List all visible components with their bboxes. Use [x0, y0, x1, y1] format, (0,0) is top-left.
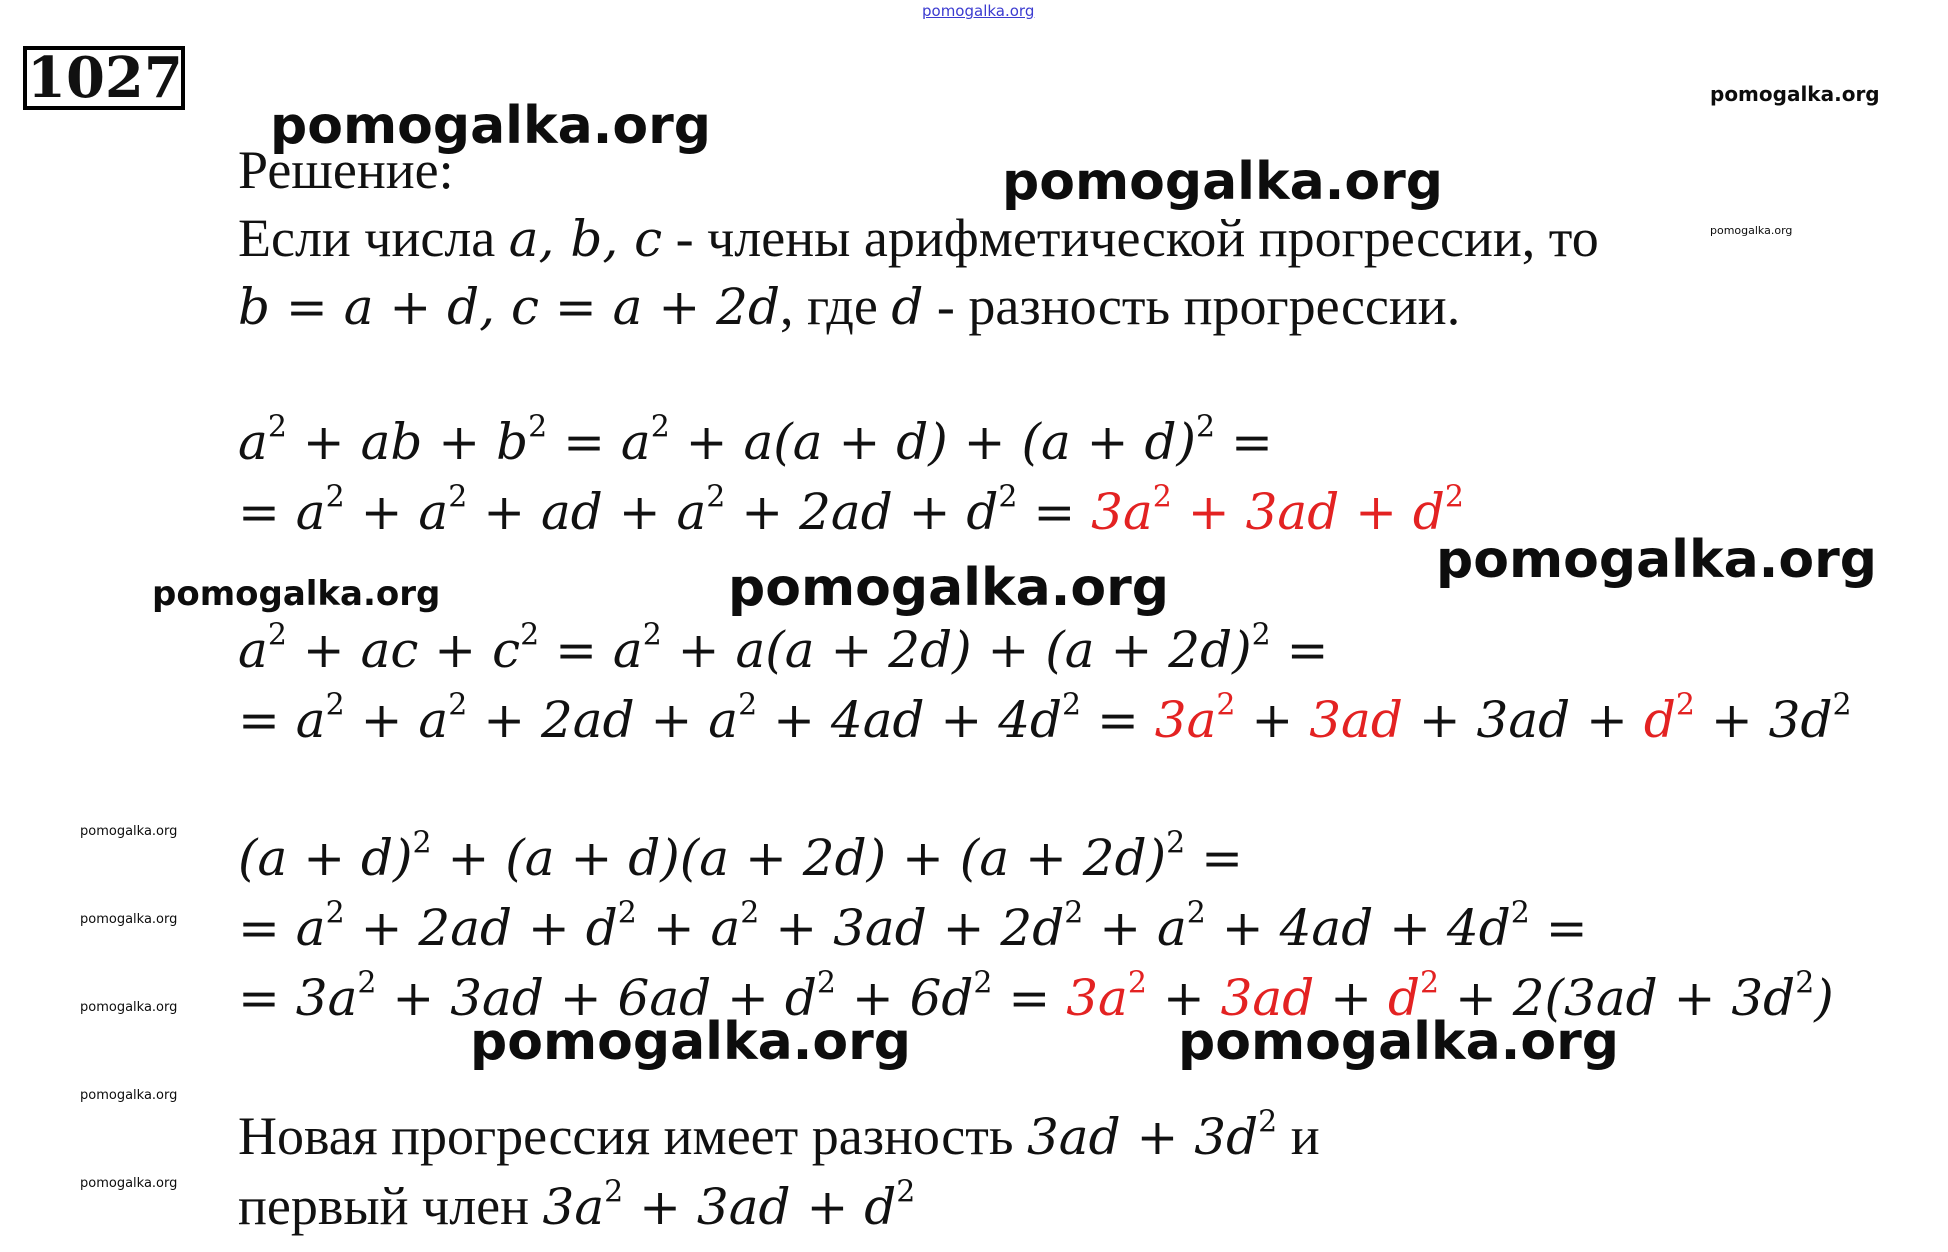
watermark: pomogalka.org: [1710, 224, 1793, 237]
intro-equations: b = a + d, c = a + 2d: [238, 278, 780, 336]
watermark: pomogalka.org: [152, 574, 441, 614]
watermark-top[interactable]: pomogalka.org: [922, 2, 1035, 20]
equation-1-line-1: $a^2$ + ab + $b^2 = a^2 + a(a + d) + (a + d)^2$ =: [238, 409, 1273, 471]
conclusion-line-1: [238, 1104, 1320, 1169]
result-2-ad-highlight: 3ad: [1309, 691, 1403, 749]
intro-text-difference: - разность прогрессии.: [923, 276, 1461, 336]
watermark: pomogalka.org: [80, 824, 178, 839]
watermark: pomogalka.org: [470, 1012, 912, 1072]
conclusion-line-2: [238, 1174, 915, 1239]
problem-number: 1027: [23, 46, 185, 110]
result-1-highlight: $3a^2 + 3ad + d^2$: [1091, 479, 1464, 541]
equation-3-line-1: $(a + d)^2 + (a + d)(a + 2d) + (a + 2d)^2$ =: [238, 825, 1244, 887]
watermark: pomogalka.org: [1178, 1012, 1620, 1072]
intro-line-1: [238, 206, 1599, 271]
intro-variables: a, b, c: [508, 210, 663, 268]
intro-text-where: , где: [779, 276, 892, 336]
equation-3-line-3: = $3a^2 + 3ad + 6ad + d^2 + 6d^2 = 3a^2 + 3ad + d^2 + 2(3ad + 3d^2)$: [238, 965, 1834, 1027]
equation-2-line-2: = $a^2 + a^2 + 2ad + a^2 + 4ad + 4d^2 = 3a^2 + 3ad + 3ad + d^2 + 3d^2$: [238, 687, 1852, 749]
conclusion-text-2: первый член: [238, 1176, 543, 1236]
conclusion-first-term-expr: 3a: [542, 1178, 605, 1236]
watermark: pomogalka.org: [270, 96, 712, 156]
result-2-a-highlight: $3a^2$: [1154, 687, 1236, 749]
watermark: pomogalka.org: [1436, 530, 1878, 590]
equation-2-line-1: $a^2$ + ac + $c^2 = a^2 + a(a + 2d) + (a + 2d)^2$ =: [238, 617, 1329, 679]
conclusion-first-term: $3a^2 + 3ad + d^2$: [542, 1174, 916, 1236]
conclusion-difference: $3ad + 3d^2$: [1026, 1104, 1278, 1166]
result-3-a-highlight: $3a^2$: [1066, 965, 1147, 1027]
conclusion-text-1: Новая прогрессия имеет разность: [238, 1106, 1027, 1166]
result-3-d-highlight: $d^2$: [1387, 965, 1440, 1027]
watermark: pomogalka.org: [80, 912, 178, 927]
result-3-ad-highlight: 3ad: [1220, 969, 1315, 1027]
watermark: pomogalka.org: [80, 1088, 178, 1103]
watermark: pomogalka.org: [728, 558, 1170, 618]
intro-d-variable: d: [891, 278, 924, 336]
intro-text-end: - члены арифметической прогрессии, то: [662, 208, 1599, 268]
watermark: pomogalka.org: [80, 1176, 178, 1191]
result-2-d-highlight: $d^2$: [1643, 687, 1695, 749]
watermark: pomogalka.org: [1002, 152, 1444, 212]
equation-1-line-2: = $a^2 + a^2$ + ad + $a^2 + 2ad + d^2 = 3a^2 + 3ad + d^2$: [238, 479, 1464, 541]
conclusion-difference-expr: 3ad + 3d: [1026, 1108, 1259, 1166]
watermark: pomogalka.org: [1710, 82, 1880, 106]
solution-heading: Решение:: [238, 140, 454, 200]
conclusion-and: и: [1277, 1106, 1320, 1166]
equation-3-line-2: = $a^2 + 2ad + d^2 + a^2 + 3ad + 2d^2 + a^2 + 4ad + 4d^2$ =: [238, 895, 1588, 957]
intro-text-start: Если числа: [238, 208, 509, 268]
intro-line-2: [238, 274, 1460, 339]
watermark: pomogalka.org: [80, 1000, 178, 1015]
